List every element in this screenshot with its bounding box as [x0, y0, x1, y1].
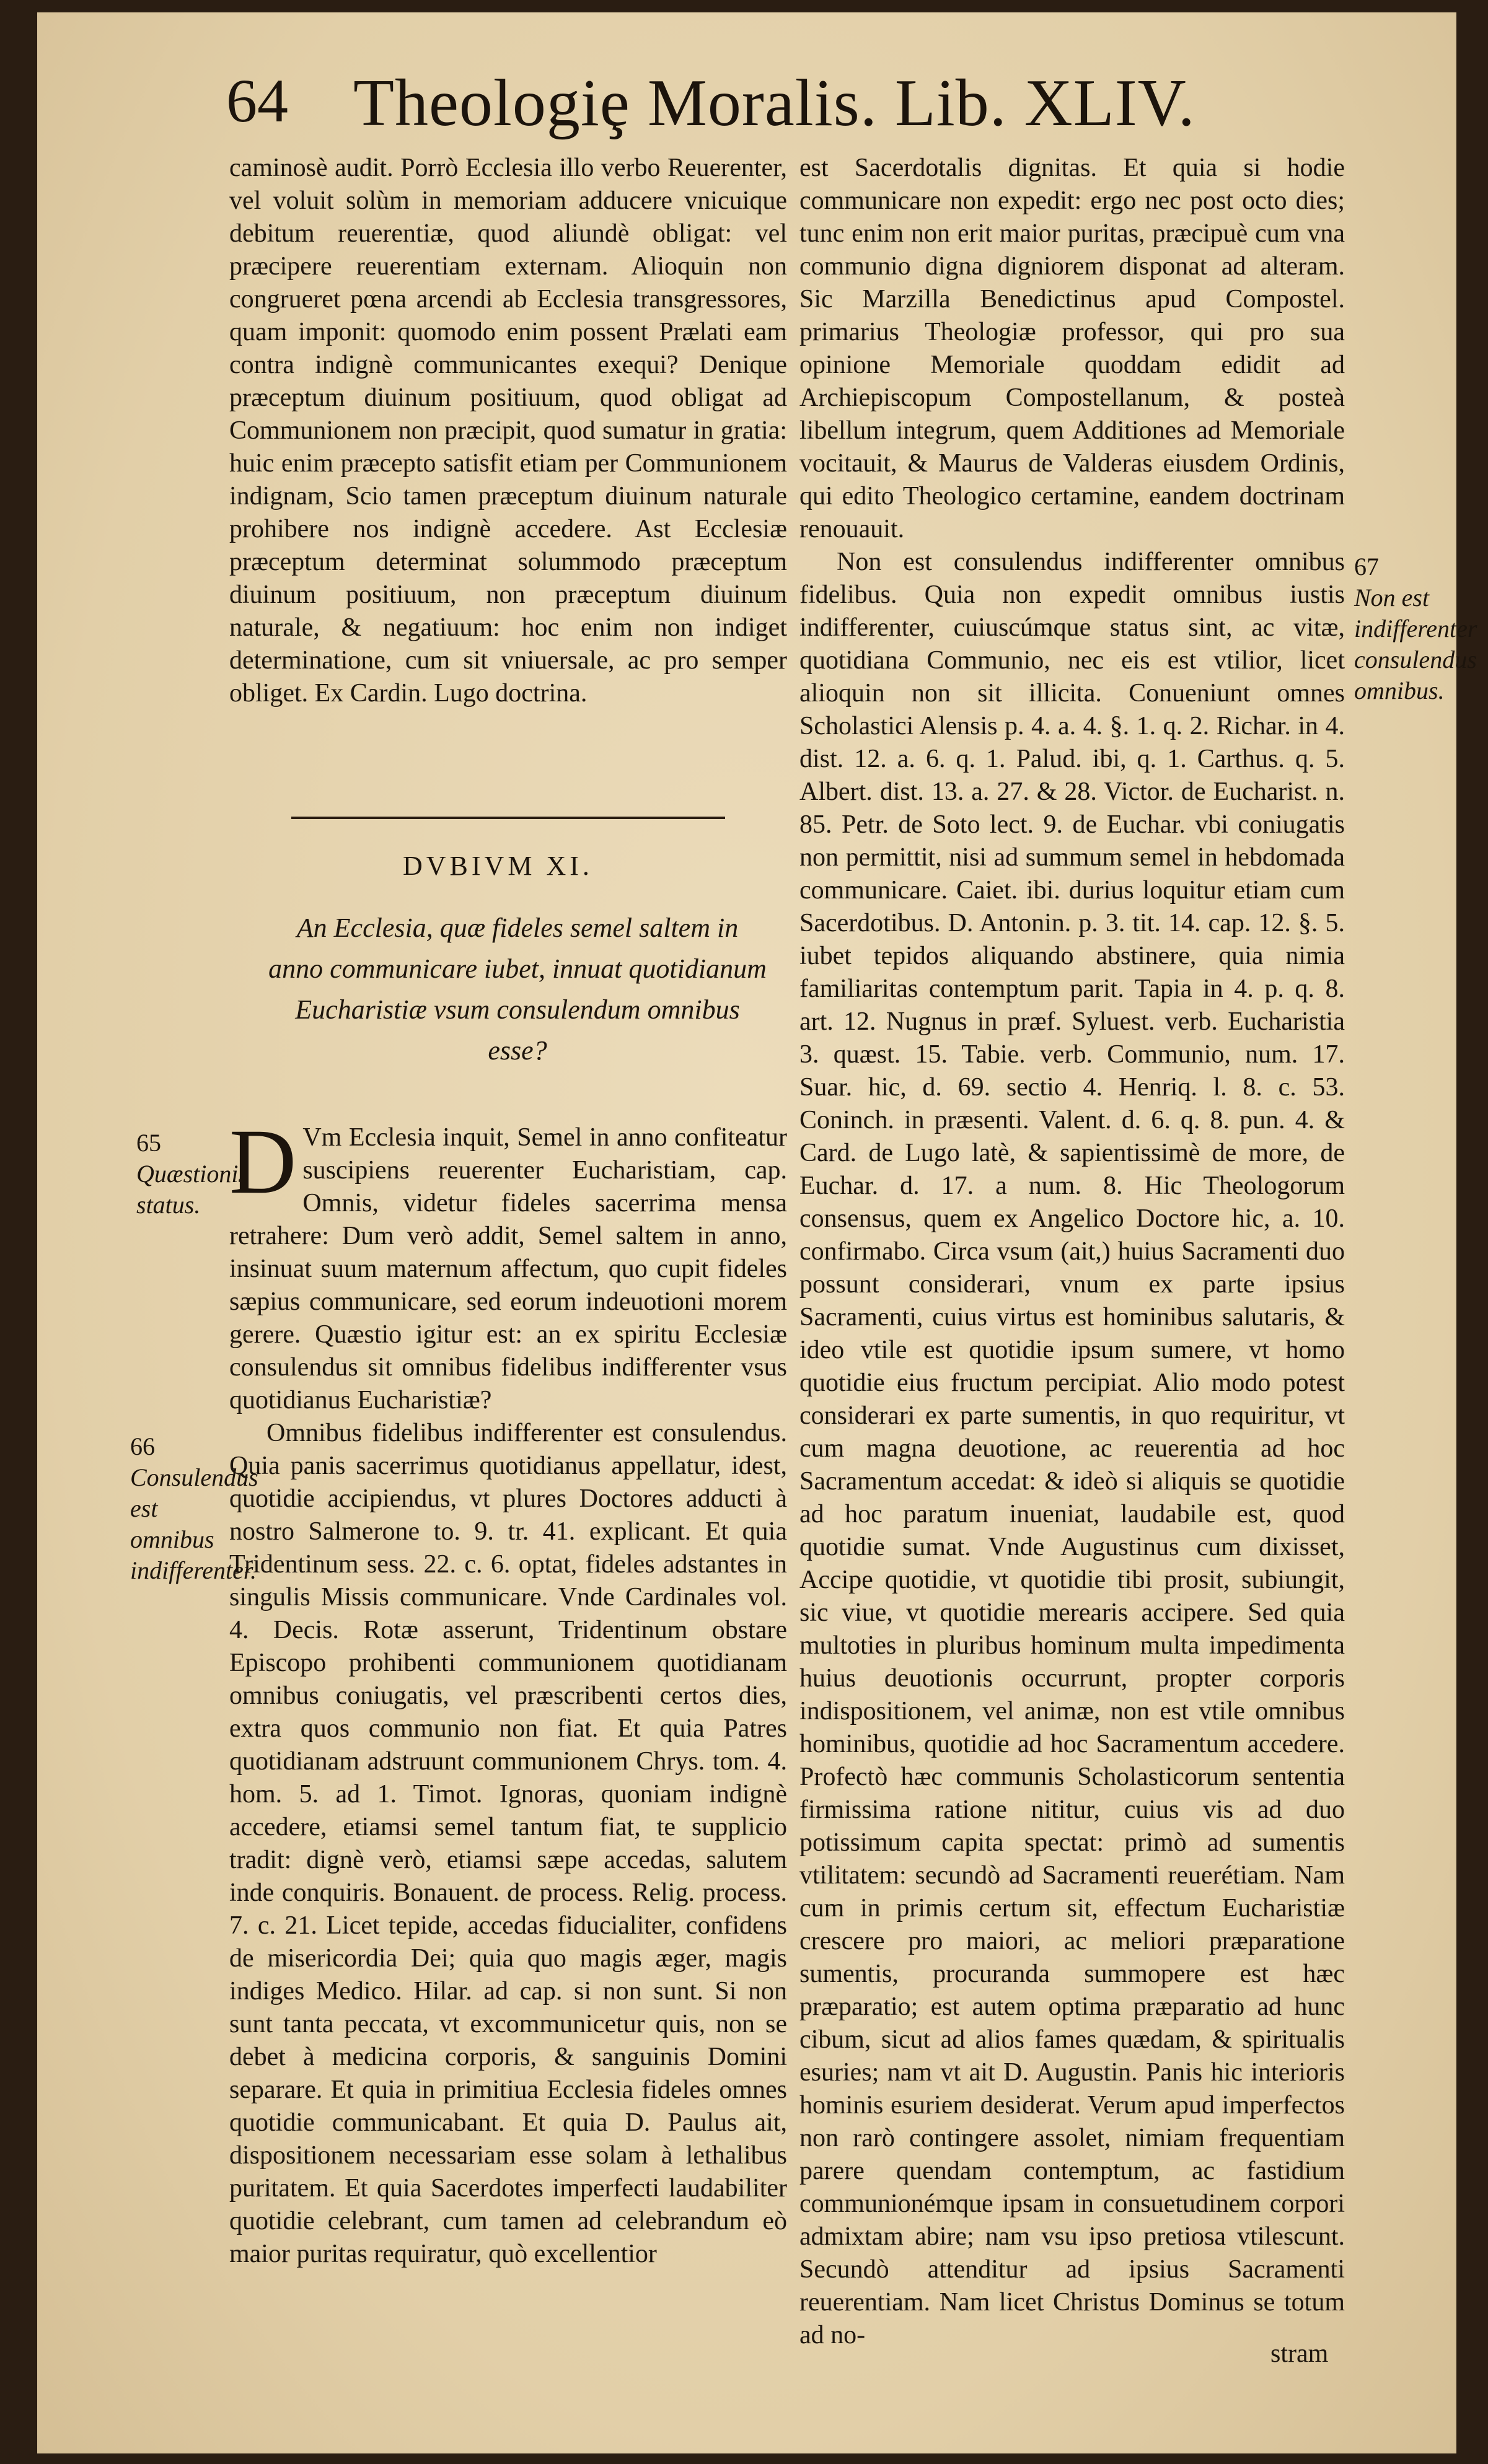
paragraph-66: Omnibus fidelibus indifferenter est consulendus. Quia panis sacerrimus quotidianus appellatur, idest, quotidie accipiendus, vt plures Doctores adducti à nostro Salmerone to. 9. tr. 41. explicant. Et quia Tridentinum sess. 22. c. 6. optat, fideles adstantes in singulis Missis communicare. Vnde Cardinales vol. 4. Decis. Rotæ asserunt, Tridentinum obstare Episcopo prohibenti communionem quotidianam omnibus coniugatis, vel præscribenti certos dies, extra quos communio non fiat. Et quia Patres quotidianam adstruunt communionem Chrys. tom. 4. hom. 5. ad 1. Timot. Ignoras, quoniam indignè accedere, etiamsi semel tantum fiat, te supplicio tradit: dignè verò, etiamsi sæpe accedas, salutem inde conquiris. Bonauent. de process. Relig. process. 7. c. 21. Licet tepide, accedas fiducialiter, confidens de misericordia Dei; quia quo magis æger, magis indiges Medico. Hilar. ad cap. si non sunt. Si non sunt tanta peccata, vt excommunicetur quis, non se debet à medicina corporis, & sanguinis Domini separare. Et quia in primitiua Ecclesia fideles omnes quotidie communicabant. Et quia D. Paulus ait, dispositionem necessariam esse solam à lethalibus puritatem. Et quia Sacerdotes imperfecti laudabiliter quotidie celebrant, cum tamen ad celebrandum eò maior puritas requiratur, quò excellentior — [229, 1419, 787, 2268]
left-column-top-text: caminosè audit. Porrò Ecclesia illo verbo Reuerenter, vel voluit solùm in memoriam adducere vnicuique debitum reuerentiæ, quod aliundè obligat: vel præcipere reuerentiam externam. Alioquin non congrueret pœna arcendi ab Ecclesia transgressores, quam imponit: quomodo enim possent Prælati eam contra indignè communicantes exequi? Denique præceptum diuinum positiuum, quod obligat ad Communionem non præcipit, quod sumatur in gratia: huic enim præcepto satisfit etiam per Communionem indignam, Scio tamen præceptum diuinum naturale prohibere nos indignè accedere. Ast Ecclesiæ præceptum determinat solummodo præceptum diuinum positiuum, non præceptum diuinum naturale, & negatiuum: hoc enim non indiget determinatione, cum sit vniuersale, ac pro semper obliget. Ex Cardin. Lugo doctrina. — [229, 154, 787, 708]
margin-note-text: Quæstionis status. — [136, 1160, 249, 1219]
section-rule — [291, 817, 725, 819]
margin-note-65 — [136, 1128, 249, 1221]
catchword: stram — [1270, 2339, 1329, 2368]
running-title: Theologiȩ Moralis. Lib. XLIV. — [353, 66, 1195, 140]
paragraph-67: Non est consulendus indifferenter omnibus fidelibus. Quia non expedit omnibus iustis indifferenter, cuiuscúmque status sint, ac vitæ, quotidiana Communio, nec eis est vtilior, licet alioquin non sit illicita. Conueniunt omnes Scholastici Alensis p. 4. a. 4. §. 1. q. 2. Richar. in 4. dist. 12. a. 6. q. 1. Palud. ibi, q. 1. Carthus. q. 5. Albert. dist. 13. a. 27. & 28. Victor. de Eucharist. n. 85. Petr. de Soto lect. 9. de Euchar. vbi coniugatis non permittit, nisi ad summum semel in hebdomada communicare. Caiet. ibi. durius loquitur etiam cum Sacerdotibus. D. Antonin. p. 3. tit. 14. cap. 12. §. 5. iubet tepidos aliquando abstinere, quia nimia familiaritas contemptum parit. Tapia in 4. p. q. 8. art. 12. Nugnus in præf. Syluest. verb. Eucharistia 3. quæst. 15. Tabie. verb. Communio, num. 17. Suar. hic, d. 69. sectio 4. Henriq. l. 8. c. 53. Coninch. in præsenti. Valent. d. 6. q. 8. pun. 4. & Card. de Lugo latè, & sapientissimè de more, de Euchar. d. 17. a num. 8. Hic Theologorum consensus, quem ex Angelico Doctore hic, a. 10. confirmabo. Circa vsum (ait,) huius Sacramenti duo possunt considerari, vnum ex parte ipsius Sacramenti, cuius virtus est hominibus salutaris, & ideo vtile est quotidie ipsum sumere, vt homo quotidie eius fructum percipiat. Alio modo potest considerari ex parte sumentis, in quo requiritur, vt cum magna deuotione, ac reuerentia ad hoc Sacramentum accedat: & ideò si aliquis se quotidie ad hoc paratum inueniat, laudabile est, quod quotidie sumat. Vnde Augustinus cum dixisset, Accipe quotidie, vt quotidie tibi prosit, subiungit, sic viue, vt quotidie merearis accipere. Sed quia multoties in pluribus hominum multa impedimenta huius deuotionis occurrunt, propter corporis indispositionem, vel animæ, non est vtile omnibus hominibus, quotidie ad hoc Sacramentum accedere. Profectò hæc communis Scholasticorum sententia firmissima ratione nititur, cuius vis ad duo potissimum capita spectat: primò ad sumentis vtilitatem: secundò ad Sacramenti reuerétiam. Nam cum in primis certum sit, effectum Eucharistiæ crescere pro maiori, ac meliori præparatione sumentis, procuranda summopere est hæc præparatio; est autem optima præparatio ad hunc cibum, sicut ad alios fames quædam, & spiritualis esuries; nam vt ait D. Augustin. Panis hic interioris hominis esuriem desiderat. Verum apud imperfectos non rarò contingere assolet, nimiam frequentiam parere quendam contemptum, ac fastidium communionémque ipsam in consuetudinem corpori admixtam abire; nam vsu ipso pretiosa vtilescunt. Secundò attenditur ad ipsius Sacramenti reuerentiam. Nam licet Christus Dominus se totum ad no- — [799, 548, 1345, 2349]
margin-note-text: Consulendus est omnibus indifferenter. — [130, 1463, 258, 1584]
margin-note-67 — [1354, 551, 1477, 706]
book-page — [37, 12, 1477, 2453]
dubium-title: DVBIVM XI. — [403, 851, 593, 881]
right-column — [799, 152, 1345, 2352]
paragraph-65-text: Vm Ecclesia inquit, Semel in anno confiteatur suscipiens reuerenter Eucharistiam, cap. Omnis, videtur fideles sacerrima mensa retrahere: Dum verò addit, Semel saltem in anno, insinuat suum maternum affectum, quo cupit fideles sæpius communicare, sed eorum indeuotioni morem gerere. Quæstio igitur est: an ex spiritu Ecclesiæ consulendus sit omnibus fidelibus indifferenter vsus quotidianus Eucharistiæ? — [229, 1123, 787, 1414]
paragraph-65 — [229, 1110, 787, 1417]
margin-note-text: Non est indifferenter consulendus omnibus. — [1354, 584, 1477, 704]
margin-note-number: 67 — [1354, 553, 1379, 581]
margin-note-66 — [130, 1431, 258, 1586]
left-column-body — [229, 1110, 787, 2271]
left-column-top — [229, 152, 787, 710]
margin-note-number: 65 — [136, 1129, 161, 1157]
dubium-question: An Ecclesia, quæ fideles semel saltem in anno communicare iubet, innuat quotidianum Eucharistiæ vsum consulendum omnibus esse? — [268, 913, 767, 1066]
drop-cap: D — [229, 1110, 297, 1213]
page-number: 64 — [226, 66, 288, 135]
margin-note-number: 66 — [130, 1432, 155, 1460]
right-paragraph-continued: est Sacerdotalis dignitas. Et quia si hodie communicare non expedit: ergo nec post octo dies; tunc enim non erit maior puritas, præcipuè cum vna communio digna digniorem disponat ad alteram. Sic Marzilla Benedictinus apud Compostel. primarius Theologiæ professor, qui pro sua opinione Memoriale quoddam edidit ad Archiepiscopum Compostellanum, & posteà libellum integrum, quem Additiones ad Memoriale vocitauit, & Maurus de Valderas eiusdem Ordinis, qui edito Theologico certamine, eandem doctrinam renouauit. — [799, 154, 1345, 543]
